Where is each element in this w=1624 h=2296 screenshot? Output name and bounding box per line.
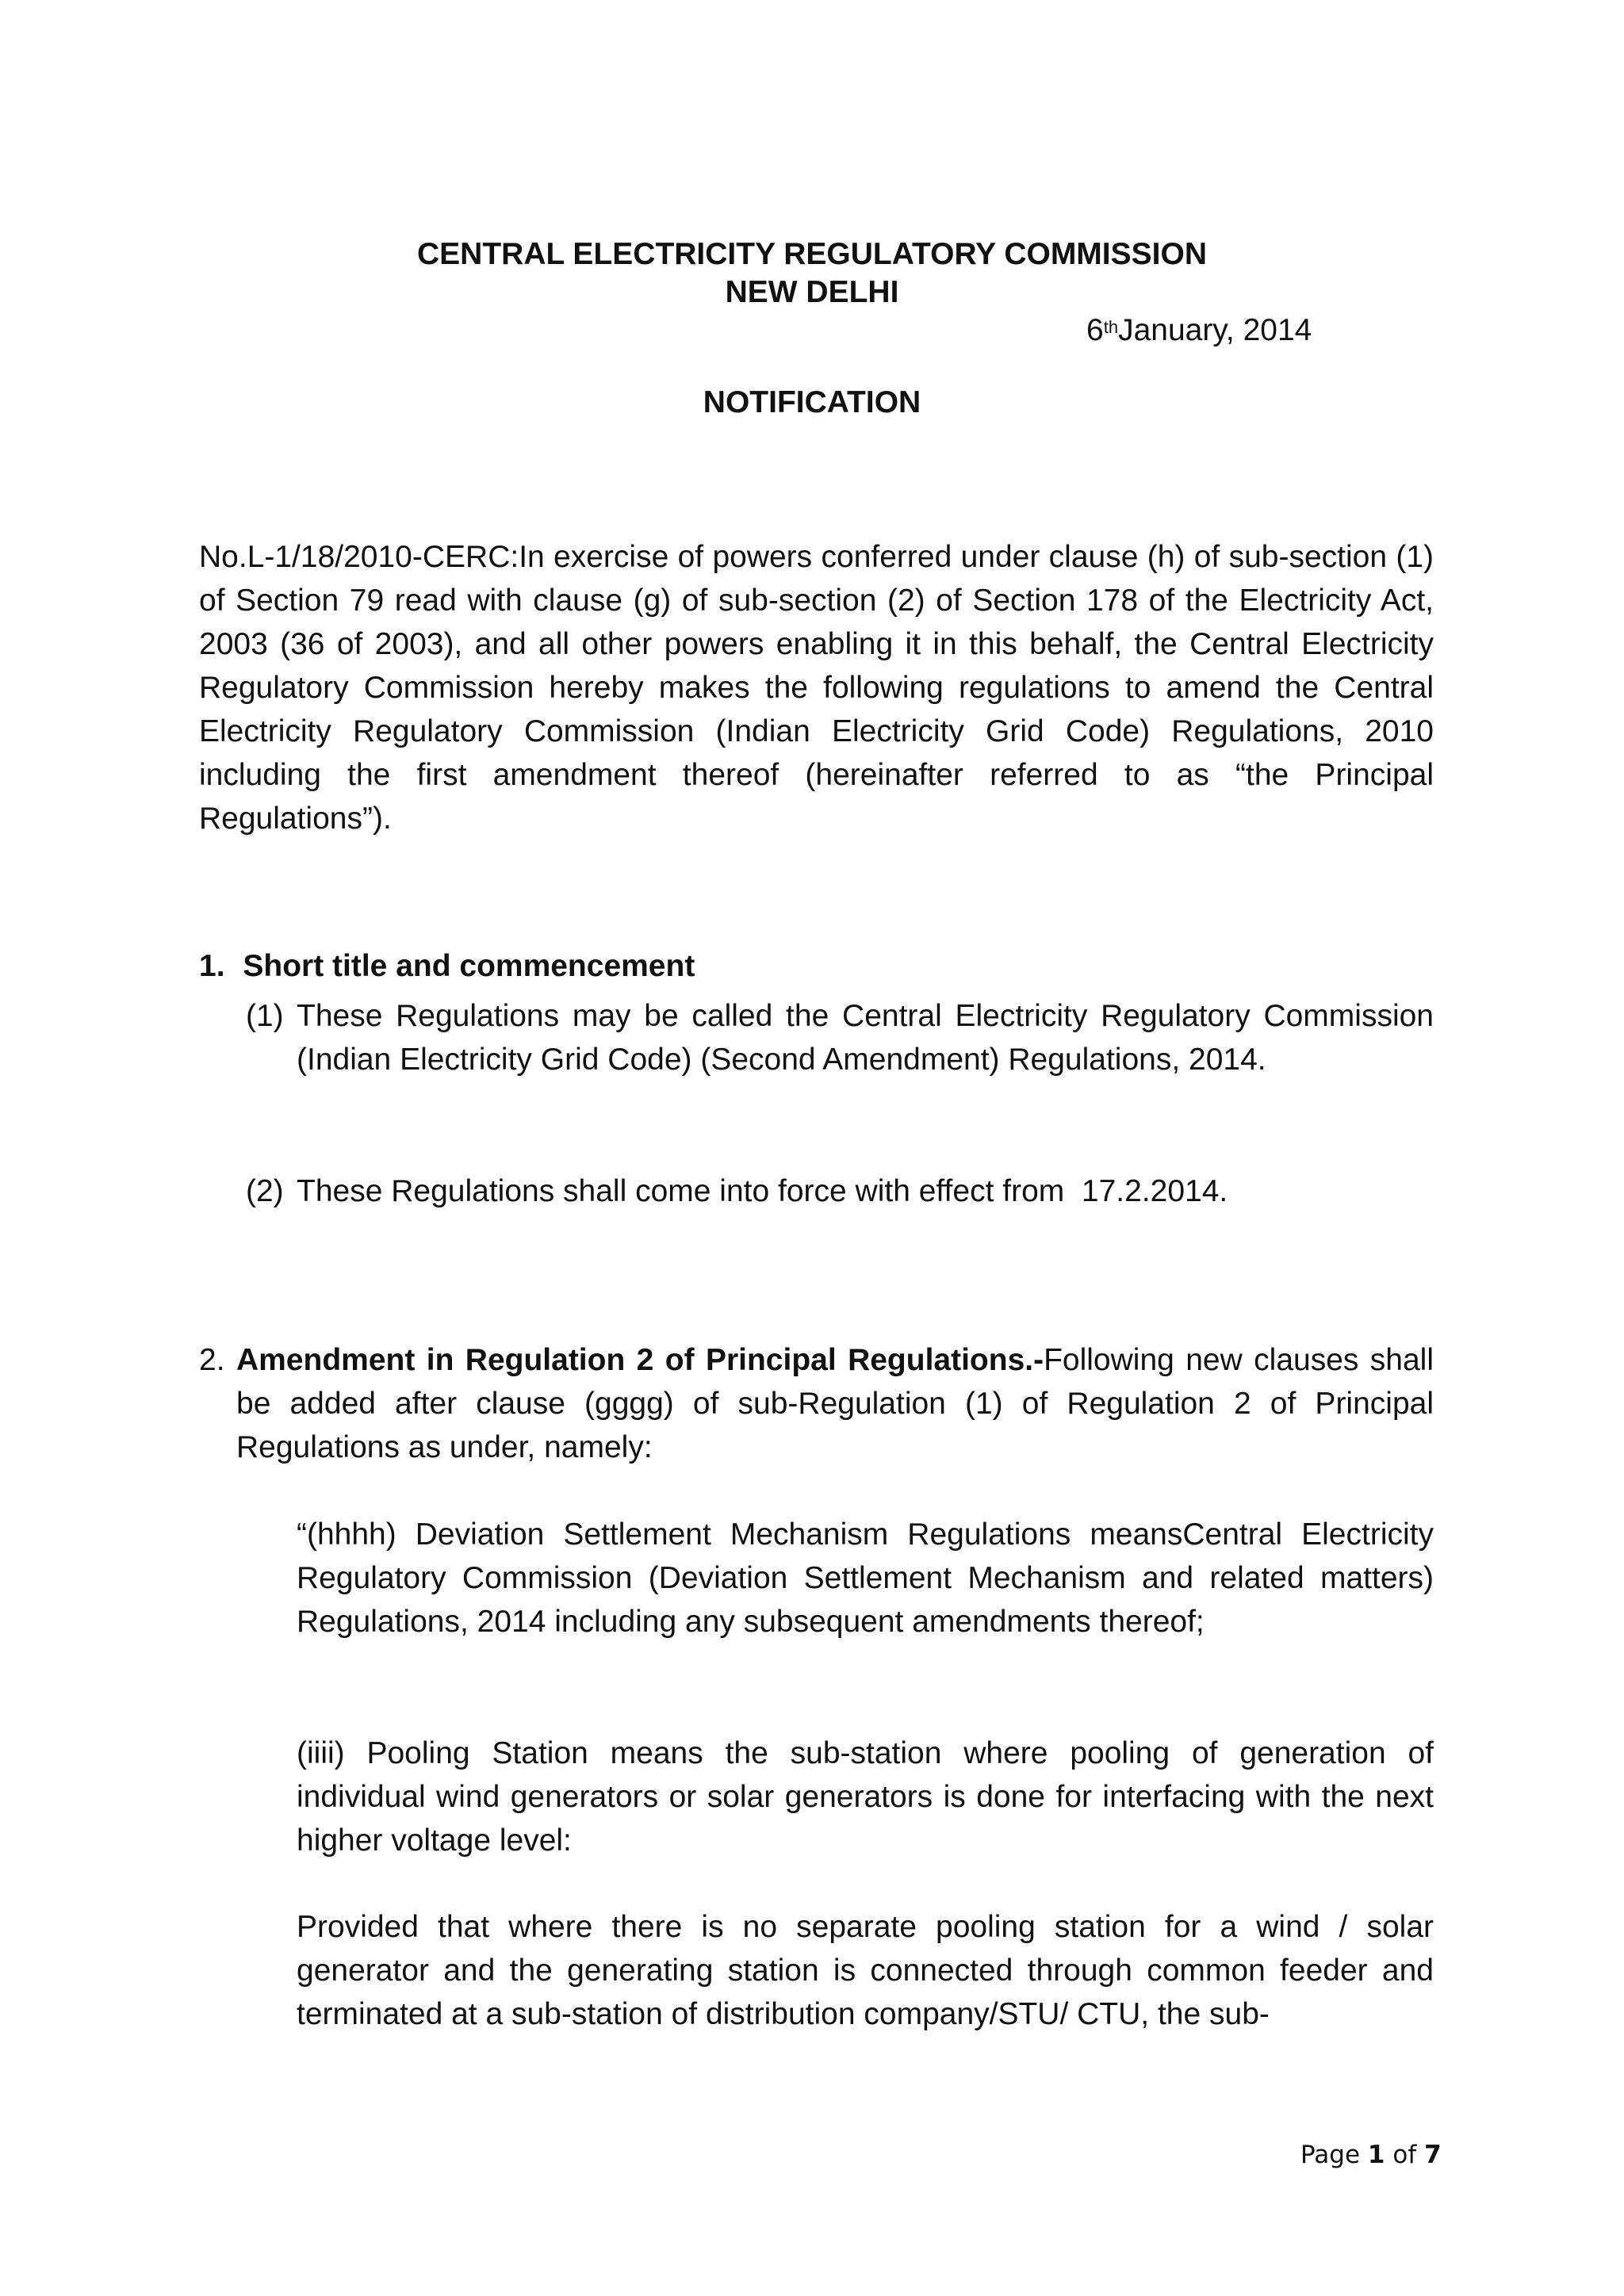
proviso-paragraph: Provided that where there is no separate pooling station for a wind / solar generator and the generating station is connected through common feeder and terminated at a sub-station of distribution company/STU/ CTU, the sub-	[297, 1910, 1434, 2031]
section-1-item-1-text: These Regulations may be called the Central Electricity Regulatory Commission (Indian Electricity Grid Code) (Second Amendment) Regulations, 2014.	[297, 999, 1434, 1077]
section-1-item-2-number: (2)	[246, 1174, 284, 1208]
section-2-intro: Amendment in Regulation 2 of Principal Regulations.-Following new clauses shall be added after clause (gggg) of sub-Regulation (1) of Regulation 2 of Principal Regulations as under, namely:	[236, 1343, 1434, 1464]
definition-hhhh: “(hhhh) Deviation Settlement Mechanism Regulations meansCentral Electricity Regulatory Commission (Deviation Settlement Mechanism and related matters) Regulations, 2014 including any subsequent amendments thereof;	[297, 1517, 1434, 1639]
section-1-item-1-number: (1)	[246, 999, 284, 1033]
section-2-title: Amendment in Regulation 2 of Principal Regulations.-	[236, 1343, 1044, 1377]
section-1-heading: 1. Short title and commencement	[199, 949, 695, 983]
city-title: NEW DELHI	[725, 275, 899, 309]
notification-heading: NOTIFICATION	[703, 385, 921, 419]
org-title: CENTRAL ELECTRICITY REGULATORY COMMISSION	[416, 237, 1207, 271]
notification-date: 6thJanuary, 2014	[1086, 313, 1312, 347]
preamble-paragraph: No.L-1/18/2010-CERC:In exercise of powers conferred under clause (h) of sub-section (1) of Section 79 read with clause (g) of sub-section (2) of Section 178 of the Electricity Act, 2003 (36 of 2003), and all other powers enabling it in this behalf, the Central Electricity Regulatory Commission hereby makes the following regulations to amend the Central Electricity Regulatory Commission (Indian Electricity Grid Code) Regulations, 2010 including the first amendment thereof (hereinafter referred to as “the Principal Regulations”).	[199, 540, 1434, 836]
section-1-item-2-text: These Regulations shall come into force with effect from 17.2.2014.	[297, 1174, 1228, 1208]
definition-iiii: (iiii) Pooling Station means the sub-station where pooling of generation of individual wind generators or solar generators is done for interfacing with the next higher voltage level:	[297, 1736, 1434, 1858]
page-number: Page 1 of 7	[1300, 2141, 1442, 2169]
section-2-number: 2.	[199, 1343, 225, 1377]
